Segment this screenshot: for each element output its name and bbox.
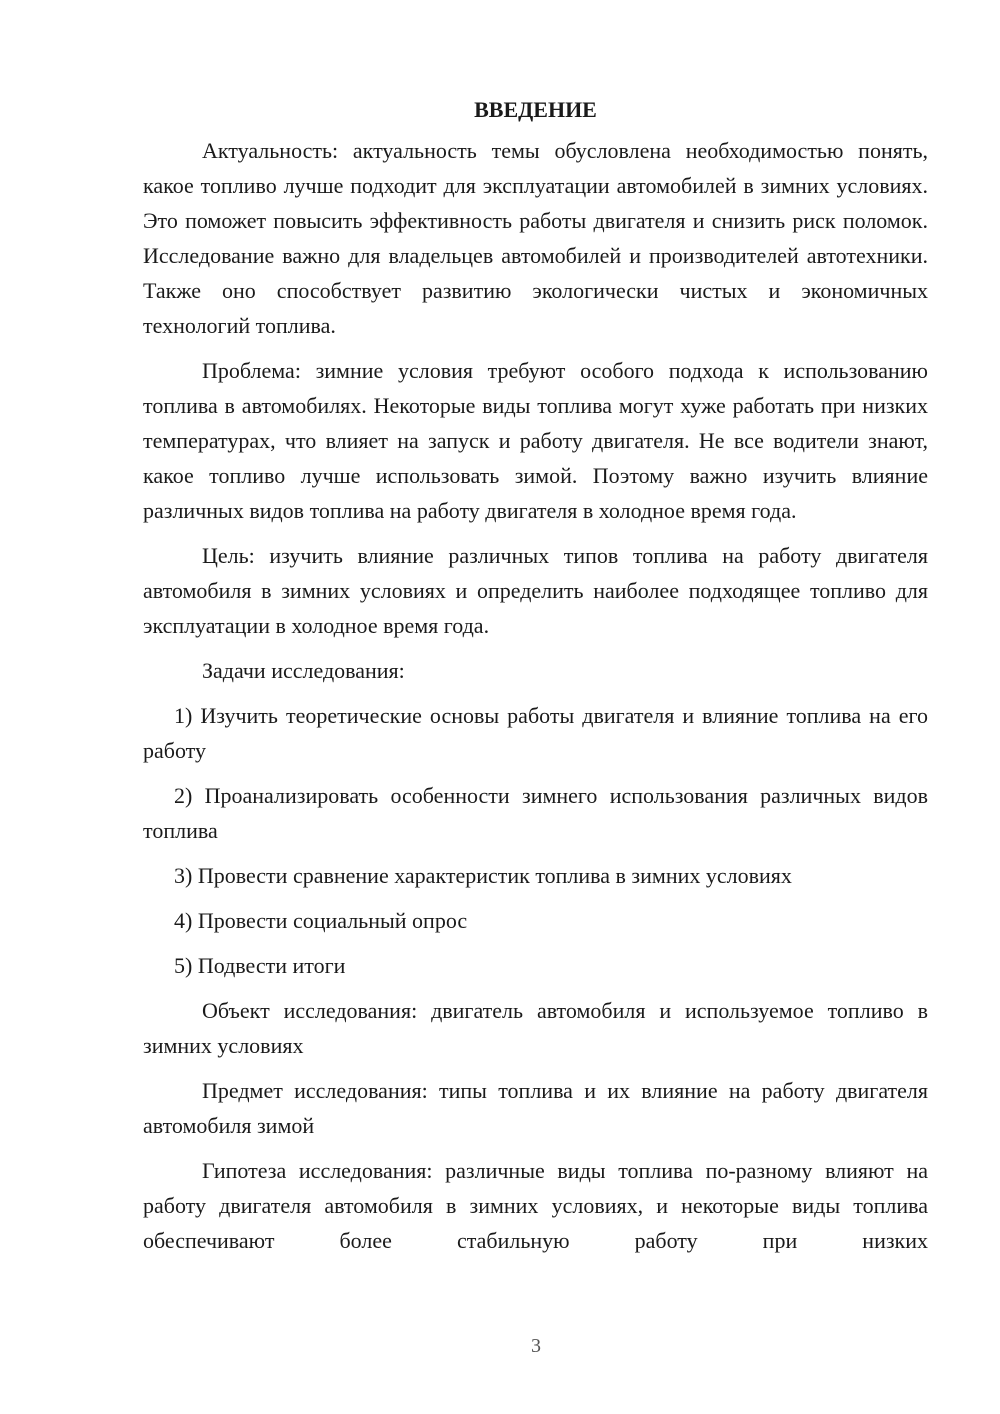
tasks-heading: Задачи исследования: [202, 658, 405, 683]
subject-paragraph: Предмет исследования: типы топлива и их влияние на работу двигателя автомобиля зимой [143, 1078, 928, 1138]
task-item-5: 5) Подвести итоги [174, 953, 346, 978]
goal-paragraph: Цель: изучить влияние различных типов топлива на работу двигателя автомобиля в зимних условиях и определить наиболее подходящее топливо для эксплуатации в холодное время года. [143, 543, 928, 638]
relevance-paragraph: Актуальность: актуальность темы обусловлена необходимостью понять, какое топливо лучше подходит для эксплуатации автомобилей в зимних условиях. Это поможет повысить эффективность работы двигателя и снизить риск поломок. Исследование важно для владельцев автомобилей и производителей автотехники. Также оно способствует развитию экологически чистых и экономичных технологий топлива. [143, 138, 928, 338]
page-title: ВВЕДЕНИЕ [474, 97, 597, 122]
hypothesis-paragraph: Гипотеза исследования: различные виды топлива по-разному влияют на работу двигателя автомобиля в зимних условиях, и некоторые виды топлива обеспечивают более стабильную работу при низких [143, 1158, 928, 1253]
problem-paragraph: Проблема: зимние условия требуют особого подхода к использованию топлива в автомобилях. Некоторые виды топлива могут хуже работать при низких температурах, что влияет на запуск и работу двигателя. Не все водители знают, какое топливо лучше использовать зимой. Поэтому важно изучить влияние различных видов топлива на работу двигателя в холодное время года. [143, 358, 928, 523]
task-item-2: 2) Проанализировать особенности зимнего использования различных видов топлива [143, 783, 928, 843]
object-paragraph: Объект исследования: двигатель автомобиля и используемое топливо в зимних условиях [143, 998, 928, 1058]
document-page [143, 95, 928, 1268]
task-item-3: 3) Провести сравнение характеристик топлива в зимних условиях [174, 863, 792, 888]
page-number: 3 [531, 1335, 541, 1357]
task-item-1: 1) Изучить теоретические основы работы двигателя и влияние топлива на его работу [143, 703, 928, 763]
task-item-4: 4) Провести социальный опрос [174, 908, 468, 933]
